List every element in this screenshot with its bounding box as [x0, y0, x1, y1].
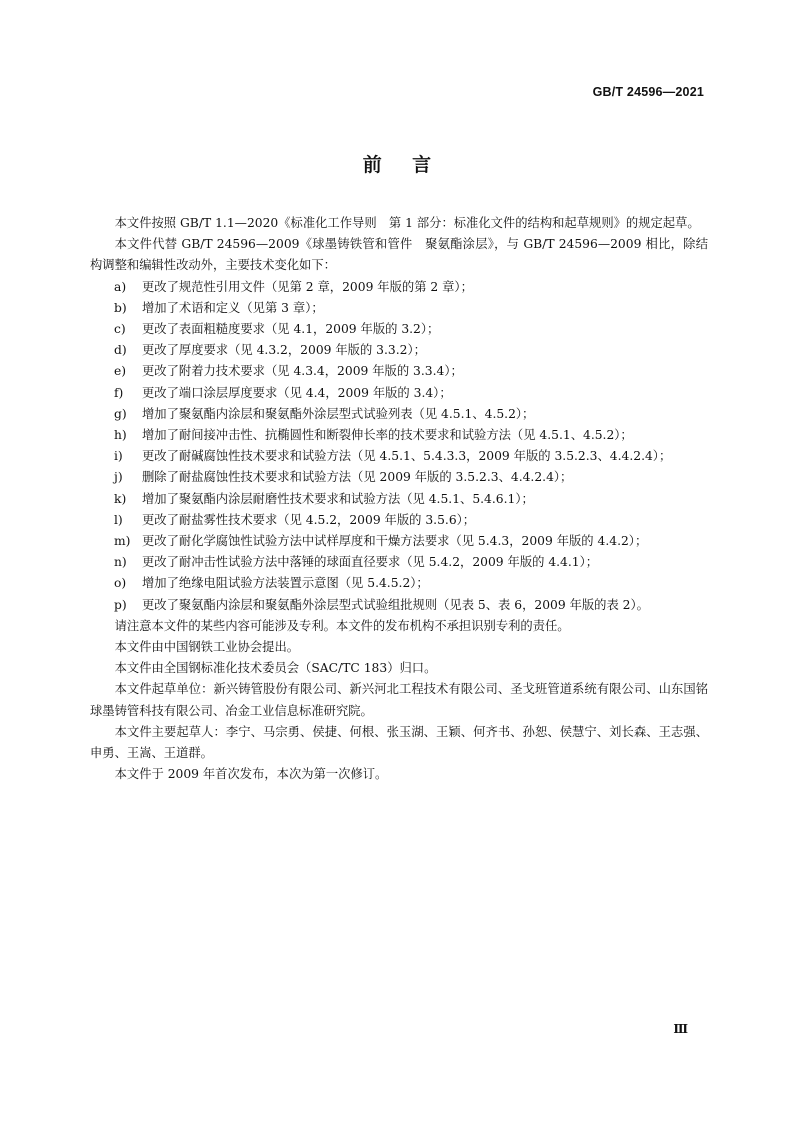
list-item-text: 更改了耐盐雾性技术要求（见 4.5.2，2009 年版的 3.5.6）； — [142, 512, 476, 527]
list-item — [90, 531, 708, 552]
foreword-body — [90, 213, 708, 785]
list-item-text: 更改了聚氨酯内涂层和聚氨酯外涂层型式试验组批规则（见表 5、表 6，2009 年版的表 2）。 — [142, 597, 649, 612]
list-item-text: 增加了绝缘电阻试验方法装置示意图（见 5.4.5.2）； — [142, 576, 429, 591]
list-marker: m) — [114, 534, 131, 549]
list-marker: j) — [114, 470, 123, 485]
list-marker: k) — [114, 491, 127, 506]
paragraph-drafters: 本文件主要起草人：李宁、马宗勇、侯捷、何根、张玉湖、王颖、何齐书、孙恕、侯慧宁、刘长森、王志强、申勇、王嵩、王道群。 — [90, 724, 708, 761]
list-item — [90, 298, 708, 319]
list-item — [90, 383, 708, 404]
list-item-text: 更改了规范性引用文件（见第 2 章，2009 年版的第 2 章）； — [142, 279, 473, 294]
list-marker: g) — [114, 406, 127, 421]
list-marker: c) — [114, 322, 126, 337]
page-number: Ⅲ — [673, 1022, 688, 1036]
list-marker: d) — [114, 343, 127, 358]
list-item — [90, 595, 708, 616]
list-item — [90, 552, 708, 573]
list-item — [90, 489, 708, 510]
list-marker: o) — [114, 576, 127, 591]
list-marker: b) — [114, 300, 127, 315]
list-item — [90, 319, 708, 340]
list-item-text: 更改了附着力技术要求（见 4.3.4，2009 年版的 3.3.4）； — [142, 364, 463, 379]
list-item — [90, 573, 708, 594]
list-marker: n) — [114, 555, 127, 570]
list-marker: i) — [114, 449, 123, 464]
list-item — [90, 340, 708, 361]
list-item-text: 更改了端口涂层厚度要求（见 4.4，2009 年版的 3.4）； — [142, 385, 452, 400]
list-item-text: 更改了厚度要求（见 4.3.2，2009 年版的 3.3.2）； — [142, 343, 426, 358]
list-item — [90, 467, 708, 488]
list-item-text: 增加了术语和定义（见第 3 章）； — [142, 300, 324, 315]
standard-code: GB/T 24596—2021 — [592, 85, 704, 99]
list-item-text: 增加了聚氨酯内涂层耐磨性技术要求和试验方法（见 4.5.1、5.4.6.1）； — [142, 491, 534, 506]
paragraph-proposer: 本文件由中国钢铁工业协会提出。 — [114, 640, 300, 655]
list-item-text: 更改了表面粗糙度要求（见 4.1，2009 年版的 3.2）； — [142, 322, 440, 337]
paragraph-drafting-units: 本文件起草单位：新兴铸管股份有限公司、新兴河北工程技术有限公司、圣戈班管道系统有限公司、山东国铭球墨铸管科技有限公司、冶金工业信息标准研究院。 — [90, 682, 708, 718]
list-item-text: 更改了耐冲击性试验方法中落锤的球面直径要求（见 5.4.2，2009 年版的 4.4.1）； — [142, 555, 599, 570]
list-item-text: 更改了耐化学腐蚀性试验方法中试样厚度和干燥方法要求（见 5.4.3，2009 年版的 4.4.2）； — [142, 534, 648, 549]
list-item — [90, 361, 708, 382]
page-title: 前言 — [362, 154, 462, 176]
paragraph-replacement-info: 本文件代替 GB/T 24596—2009《球墨铸铁管和管件 聚氨酯涂层》，与 GB/T 24596—2009 相比，除结构调整和编辑性改动外，主要技术变化如下： — [90, 237, 708, 273]
technical-changes-list — [90, 277, 708, 616]
paragraph-revision-history: 本文件于 2009 年首次发布，本次为第一次修订。 — [114, 767, 388, 782]
list-marker: p) — [114, 597, 127, 612]
list-item-text: 增加了耐间接冲击性、抗椭圆性和断裂伸长率的技术要求和试验方法（见 4.5.1、4.5.2）； — [142, 428, 633, 443]
list-item-text: 更改了耐碱腐蚀性技术要求和试验方法（见 4.5.1、5.4.3.3，2009 年版的 3.5.2.3、4.4.2.4）； — [142, 449, 672, 464]
paragraph-committee: 本文件由全国钢标准化技术委员会（SAC/TC 183）归口。 — [114, 661, 437, 676]
list-marker: e) — [114, 364, 127, 379]
list-marker: f) — [114, 385, 124, 400]
list-marker: l) — [114, 512, 123, 527]
list-item — [90, 277, 708, 298]
list-item — [90, 404, 708, 425]
list-item-text: 删除了耐盐腐蚀性技术要求和试验方法（见 2009 年版的 3.5.2.3、4.4.2.4）； — [142, 470, 573, 485]
paragraph-patent-notice: 请注意本文件的某些内容可能涉及专利。本文件的发布机构不承担识别专利的责任。 — [114, 618, 570, 633]
list-marker: a) — [114, 279, 127, 294]
list-marker: h) — [114, 428, 127, 443]
list-item — [90, 425, 708, 446]
list-item — [90, 446, 708, 467]
paragraph-drafting-rules: 本文件按照 GB/T 1.1—2020《标准化工作导则 第 1 部分：标准化文件的结构和起草规则》的规定起草。 — [114, 216, 700, 230]
list-item-text: 增加了聚氨酯内涂层和聚氨酯外涂层型式试验列表（见 4.5.1、4.5.2）； — [142, 406, 535, 421]
list-item — [90, 510, 708, 531]
